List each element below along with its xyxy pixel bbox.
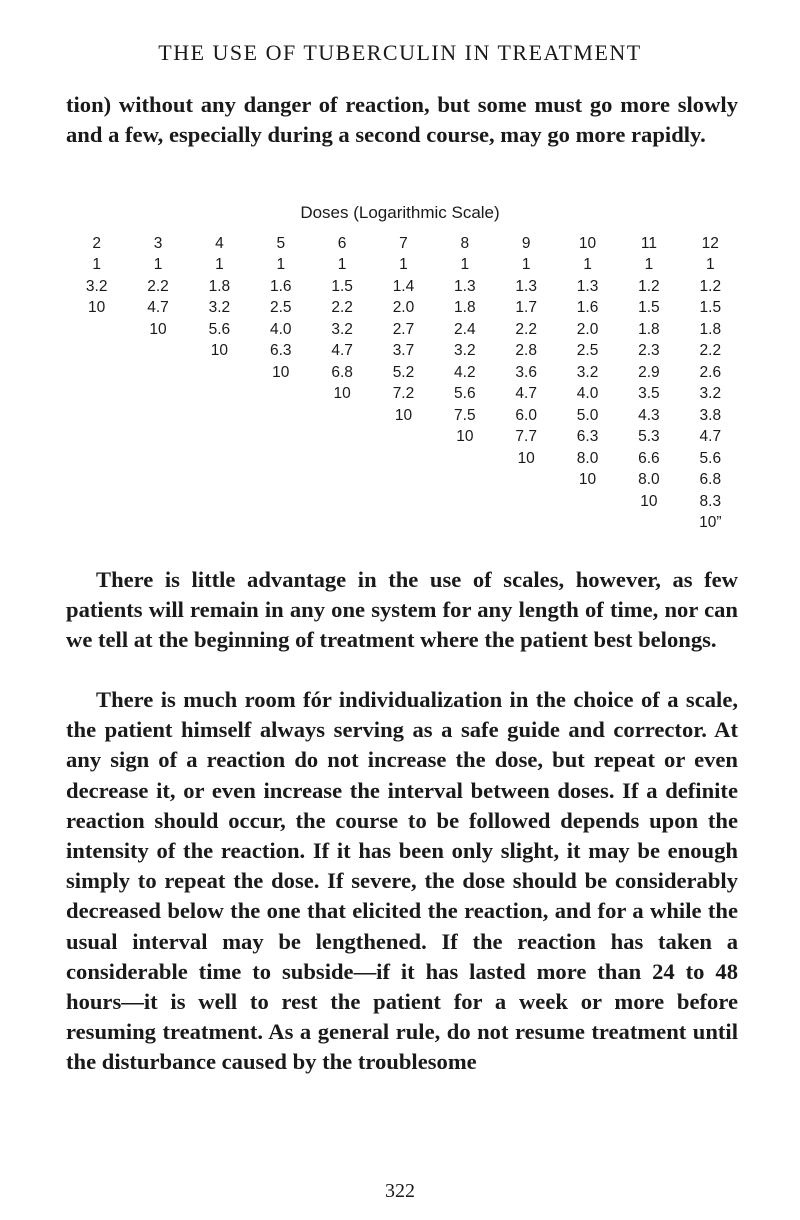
table-row	[66, 427, 741, 449]
table-cell: 1.8	[638, 320, 660, 338]
table-cell: 1.2	[699, 277, 722, 295]
table-cell: 1	[215, 256, 224, 274]
table-cell: 1.3	[454, 277, 476, 295]
table-cell: 5	[276, 234, 286, 252]
table-cell: 9	[521, 234, 531, 252]
table-cell: 2.9	[638, 363, 660, 381]
table-cell: 3.2	[208, 299, 231, 317]
table-cell	[557, 491, 618, 513]
table-cell: 2.7	[392, 320, 415, 338]
table-cell	[189, 470, 250, 492]
table-cell: 1.3	[576, 277, 599, 295]
table-cell: 1	[153, 256, 163, 274]
table-row	[66, 448, 741, 470]
table-cell	[250, 427, 311, 449]
table-cell	[557, 513, 618, 535]
table-cell	[311, 513, 372, 535]
paragraph-individualization: There is much room fór individualization in the choice of a scale, the patient himself always serving as a safe guide and corrector. At any sign of a reaction do not increase the dose, but repeat or even decrease it, or even increase the interval between doses. If a definite reaction should occur, the course to be followed depends upon the intensity of the reaction. If it has been only slight, it may be enough simply to repeat the dose. If severe, the dose should be considerably decreased below the one that elicited the reaction, and for a while the usual interval may be lengthened. If the reaction has taken a considerable time to subside—if it has lasted more than 24 to 48 hours—it is well to rest the patient for a week or more before resuming treatment. As a general rule, do not resume treatment until the disturbance caused by the troublesome	[66, 687, 738, 1075]
table-row	[66, 513, 741, 535]
table-cell: 6.8	[699, 471, 722, 489]
table-cell	[311, 491, 372, 513]
table-cell	[66, 362, 127, 384]
table-cell: 10	[88, 299, 106, 317]
table-cell: 6.3	[576, 428, 599, 446]
table-cell: 1	[521, 256, 531, 274]
table-cell: 1.2	[638, 277, 660, 295]
table-cell	[66, 427, 127, 449]
table-cell: 2.0	[392, 299, 415, 317]
table-cell: 6.0	[515, 406, 537, 424]
table-title: Doses (Logarithmic Scale)	[300, 203, 500, 222]
table-cell	[434, 470, 495, 492]
table-cell: 1	[644, 256, 654, 274]
table-header-row	[66, 233, 741, 255]
table-cell: 2.8	[515, 342, 537, 360]
table-cell: 6.8	[331, 363, 353, 381]
table-cell: 2	[92, 234, 101, 252]
table-cell: 3	[153, 234, 163, 252]
table-cell: 10	[456, 428, 474, 446]
table-cell: 1.6	[269, 277, 292, 295]
table-cell	[250, 491, 311, 513]
table-cell	[127, 448, 188, 470]
table-cell: 12	[701, 234, 719, 252]
table-row	[66, 298, 741, 320]
table-cell: 1.5	[331, 277, 353, 295]
table-row	[66, 470, 741, 492]
table-cell	[311, 448, 372, 470]
table-cell: 6	[337, 234, 347, 252]
table-cell: 2.6	[699, 363, 722, 381]
table-cell: 5.6	[454, 385, 476, 403]
table-cell	[66, 319, 127, 341]
table-cell: 1.7	[515, 299, 537, 317]
table-row	[66, 319, 741, 341]
table-cell: 5.2	[392, 363, 415, 381]
table-cell: 2.2	[331, 299, 353, 317]
table-cell	[127, 341, 188, 363]
table-cell: 10	[640, 492, 658, 510]
table-cell	[373, 470, 434, 492]
table-cell: 3.2	[699, 385, 722, 403]
table-cell	[127, 405, 188, 427]
table-cell: 1.3	[515, 277, 537, 295]
table-cell: 3.2	[331, 320, 353, 338]
table-cell: 1	[337, 256, 347, 274]
table-cell: 1.8	[208, 277, 231, 295]
table-cell	[434, 491, 495, 513]
table-cell	[311, 405, 372, 427]
table-cell: 10	[578, 234, 597, 252]
table-cell: 3.7	[392, 342, 415, 360]
table-cell	[250, 470, 311, 492]
table-row	[66, 255, 741, 277]
table-cell: 8.3	[699, 492, 722, 510]
table-cell: 1	[460, 256, 470, 274]
table-cell	[250, 448, 311, 470]
table-cell: 8.0	[638, 471, 660, 489]
table-cell: 1	[705, 256, 715, 274]
table-cell	[66, 405, 127, 427]
table-cell	[66, 513, 127, 535]
table-cell	[496, 491, 557, 513]
table-cell: 2.2	[699, 342, 722, 360]
table-cell	[189, 384, 250, 406]
table-cell	[189, 362, 250, 384]
table-cell	[127, 513, 188, 535]
paragraph-scales: There is little advantage in the use of scales, however, as few patients will remain in any one system for any length of time, nor can we tell at the beginning of treatment where the patient best belongs.	[66, 567, 738, 653]
table-cell	[496, 513, 557, 535]
table-cell: 5.3	[638, 428, 660, 446]
table-cell: 10	[333, 385, 351, 403]
opening-paragraph: tion) without any danger of reaction, but some must go more slowly and a few, especially during a second course, may go more rapidly.	[66, 92, 738, 148]
table-cell: 1.8	[454, 299, 476, 317]
table-cell: 4.2	[454, 363, 476, 381]
table-cell: 10	[517, 449, 535, 467]
table-cell: 10	[149, 320, 167, 338]
table-cell	[66, 341, 127, 363]
table-cell: 2.5	[576, 342, 599, 360]
table-cell	[373, 448, 434, 470]
table-cell: 1.6	[576, 299, 599, 317]
page-number: 322	[385, 1180, 415, 1202]
table-cell: 2.2	[515, 320, 537, 338]
table-cell: 3.2	[85, 277, 108, 295]
table-cell: 11	[640, 234, 657, 252]
table-cell	[496, 470, 557, 492]
table-cell	[434, 513, 495, 535]
table-cell: 3.6	[515, 363, 537, 381]
table-cell: 10	[272, 363, 290, 381]
table-cell: 2.0	[576, 320, 599, 338]
table-cell: 4	[215, 234, 224, 252]
running-head: THE USE OF TUBERCULIN IN TREATMENT	[158, 40, 642, 65]
table-cell	[373, 427, 434, 449]
table-cell	[250, 384, 311, 406]
table-cell: 1	[92, 256, 101, 274]
table-cell	[311, 427, 372, 449]
table-cell: 1.5	[699, 299, 722, 317]
table-cell: 7.2	[392, 385, 415, 403]
table-cell: 3.2	[576, 363, 599, 381]
table-cell: 10	[394, 406, 413, 424]
table-cell: 5.6	[208, 320, 231, 338]
table-cell: 1	[399, 256, 408, 274]
table-row	[66, 341, 741, 363]
table-cell	[189, 427, 250, 449]
table-cell: 1	[276, 256, 286, 274]
table-row	[66, 362, 741, 384]
table-cell	[373, 491, 434, 513]
table-cell: 7.5	[454, 406, 476, 424]
table-cell	[189, 491, 250, 513]
table-cell: 1.4	[392, 277, 415, 295]
table-cell	[618, 513, 679, 535]
table-cell: 10	[578, 471, 597, 489]
table-cell	[250, 405, 311, 427]
table-cell: 4.7	[331, 342, 353, 360]
table-cell: 4.7	[147, 299, 169, 317]
dose-table	[66, 233, 741, 534]
table-cell	[127, 470, 188, 492]
table-cell	[189, 513, 250, 535]
table-cell	[434, 448, 495, 470]
table-cell: 6.3	[269, 342, 292, 360]
table-cell	[66, 384, 127, 406]
table-cell: 2.4	[454, 320, 476, 338]
table-cell	[311, 470, 372, 492]
table-cell	[189, 405, 250, 427]
table-cell	[66, 448, 127, 470]
table-cell: 7.7	[515, 428, 537, 446]
table-cell: 10	[210, 342, 229, 360]
table-cell	[189, 448, 250, 470]
table-cell: 1.5	[638, 299, 660, 317]
table-cell: 8.0	[576, 449, 599, 467]
table-cell	[373, 513, 434, 535]
table-cell: 4.7	[699, 428, 722, 446]
table-cell: 8	[460, 234, 470, 252]
table-row	[66, 384, 741, 406]
table-cell	[127, 491, 188, 513]
table-cell: 2.2	[147, 277, 169, 295]
table-cell: 4.0	[576, 385, 599, 403]
table-cell: 3.8	[699, 406, 722, 424]
table-cell: 4.0	[269, 320, 292, 338]
table-cell	[127, 362, 188, 384]
table-cell: 4.3	[638, 406, 660, 424]
table-cell: 6.6	[638, 449, 660, 467]
dose-table-body	[66, 233, 741, 534]
table-cell: 5.0	[576, 406, 599, 424]
table-cell: 1	[583, 256, 592, 274]
table-cell: 10”	[699, 514, 722, 532]
table-cell: 2.3	[638, 342, 660, 360]
table-cell	[127, 427, 188, 449]
table-cell	[66, 470, 127, 492]
table-row	[66, 491, 741, 513]
table-cell: 1.8	[699, 320, 722, 338]
table-cell: 3.5	[638, 385, 660, 403]
table-cell: 5.6	[699, 449, 722, 467]
table-cell: 7	[399, 234, 408, 252]
table-cell	[250, 513, 311, 535]
table-cell	[127, 384, 188, 406]
table-cell	[66, 491, 127, 513]
table-cell: 2.5	[269, 299, 292, 317]
table-cell: 3.2	[454, 342, 476, 360]
table-row	[66, 276, 741, 298]
table-cell: 4.7	[515, 385, 537, 403]
table-row	[66, 405, 741, 427]
